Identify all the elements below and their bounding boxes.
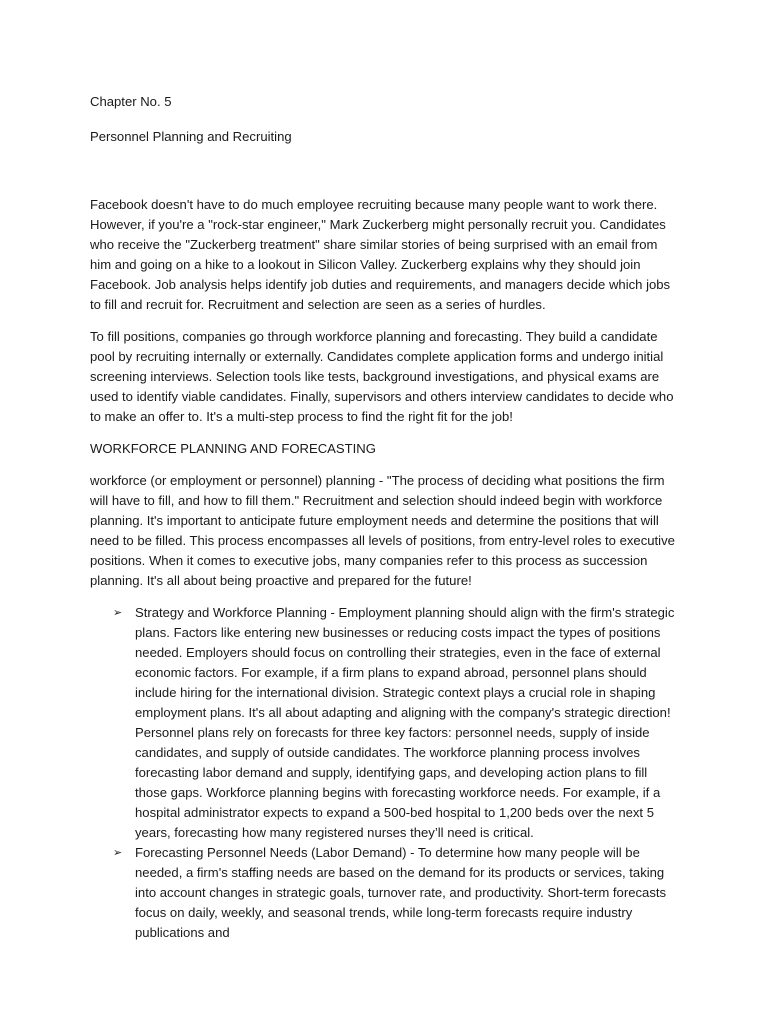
- intro-paragraph-1: Facebook doesn't have to do much employee recruiting because many people want to work there. However, if you're a "rock-star engineer," Mark Zuckerberg might personally recruit you. Candidates who receive the "Zuckerberg treatment" share similar stories of being surprised with an email from him and going on a hike to a lookout in Silicon Valley. Zuckerberg explains why they should join Facebook. Job analysis helps identify job duties and requirements, and managers decide which jobs to fill and recruit for. Recruitment and selection are seen as a series of hurdles.: [90, 197, 671, 312]
- chapter-title: Personnel Planning and Recruiting: [90, 129, 292, 144]
- section-heading: WORKFORCE PLANNING AND FORECASTING: [90, 441, 376, 456]
- arrow-bullet-icon: ➢: [113, 847, 123, 859]
- chapter-number: Chapter No. 5: [90, 94, 172, 109]
- bullet-item: [90, 603, 678, 843]
- intro-paragraph-2: To fill positions, companies go through workforce planning and forecasting. They build a candidate pool by recruiting internally or externally. Candidates complete application forms and undergo initial screening interviews. Selection tools like tests, background investigations, and physical exams are used to identify viable candidates. Finally, supervisors and others interview candidates to decide who to make an offer to. It's a multi-step process to find the right fit for the job!: [90, 329, 674, 424]
- document-body: [90, 92, 678, 943]
- arrow-bullet-icon: ➢: [113, 607, 123, 619]
- bullet-continuation: Personnel plans rely on forecasts for three key factors: personnel needs, supply of inside candidates, and supply of outside candidates. The workforce planning process involves forecasting labor demand and supply, identifying gaps, and developing action plans to fill those gaps. Workforce planning begins with forecasting workforce needs. For example, if a hospital administrator expects to expand a 500-bed hospital to 1,200 beds over the next 5 years, forecasting how many registered nurses they’ll need is critical.: [135, 725, 661, 840]
- bullet-list: [90, 603, 678, 943]
- bullet-item: [90, 843, 678, 943]
- bullet-text: Strategy and Workforce Planning - Employment planning should align with the firm's strategic plans. Factors like entering new businesses or reducing costs impact the types of positions needed. Employers should focus on controlling their strategies, even in the face of external economic factors. For example, if a firm plans to expand abroad, personnel plans should include hiring for the international division. Strategic context plays a crucial role in shaping employment plans. It's all about adapting and aligning with the company's strategic direction!: [135, 605, 675, 720]
- bullet-text: Forecasting Personnel Needs (Labor Demand) - To determine how many people will be needed, a firm's staffing needs are based on the demand for its products or services, taking into account changes in strategic goals, turnover rate, and productivity. Short-term forecasts focus on daily, weekly, and seasonal trends, while long-term forecasts require industry publications and: [135, 845, 667, 940]
- section-paragraph: workforce (or employment or personnel) planning - "The process of deciding what positions the firm will have to fill, and how to fill them." Recruitment and selection should indeed begin with workforce planning. It's important to anticipate future employment needs and determine the positions that will need to be filled. This process encompasses all levels of positions, from entry-level roles to executive positions. When it comes to executive jobs, many companies refer to this process as succession planning. It's all about being proactive and prepared for the future!: [90, 473, 675, 588]
